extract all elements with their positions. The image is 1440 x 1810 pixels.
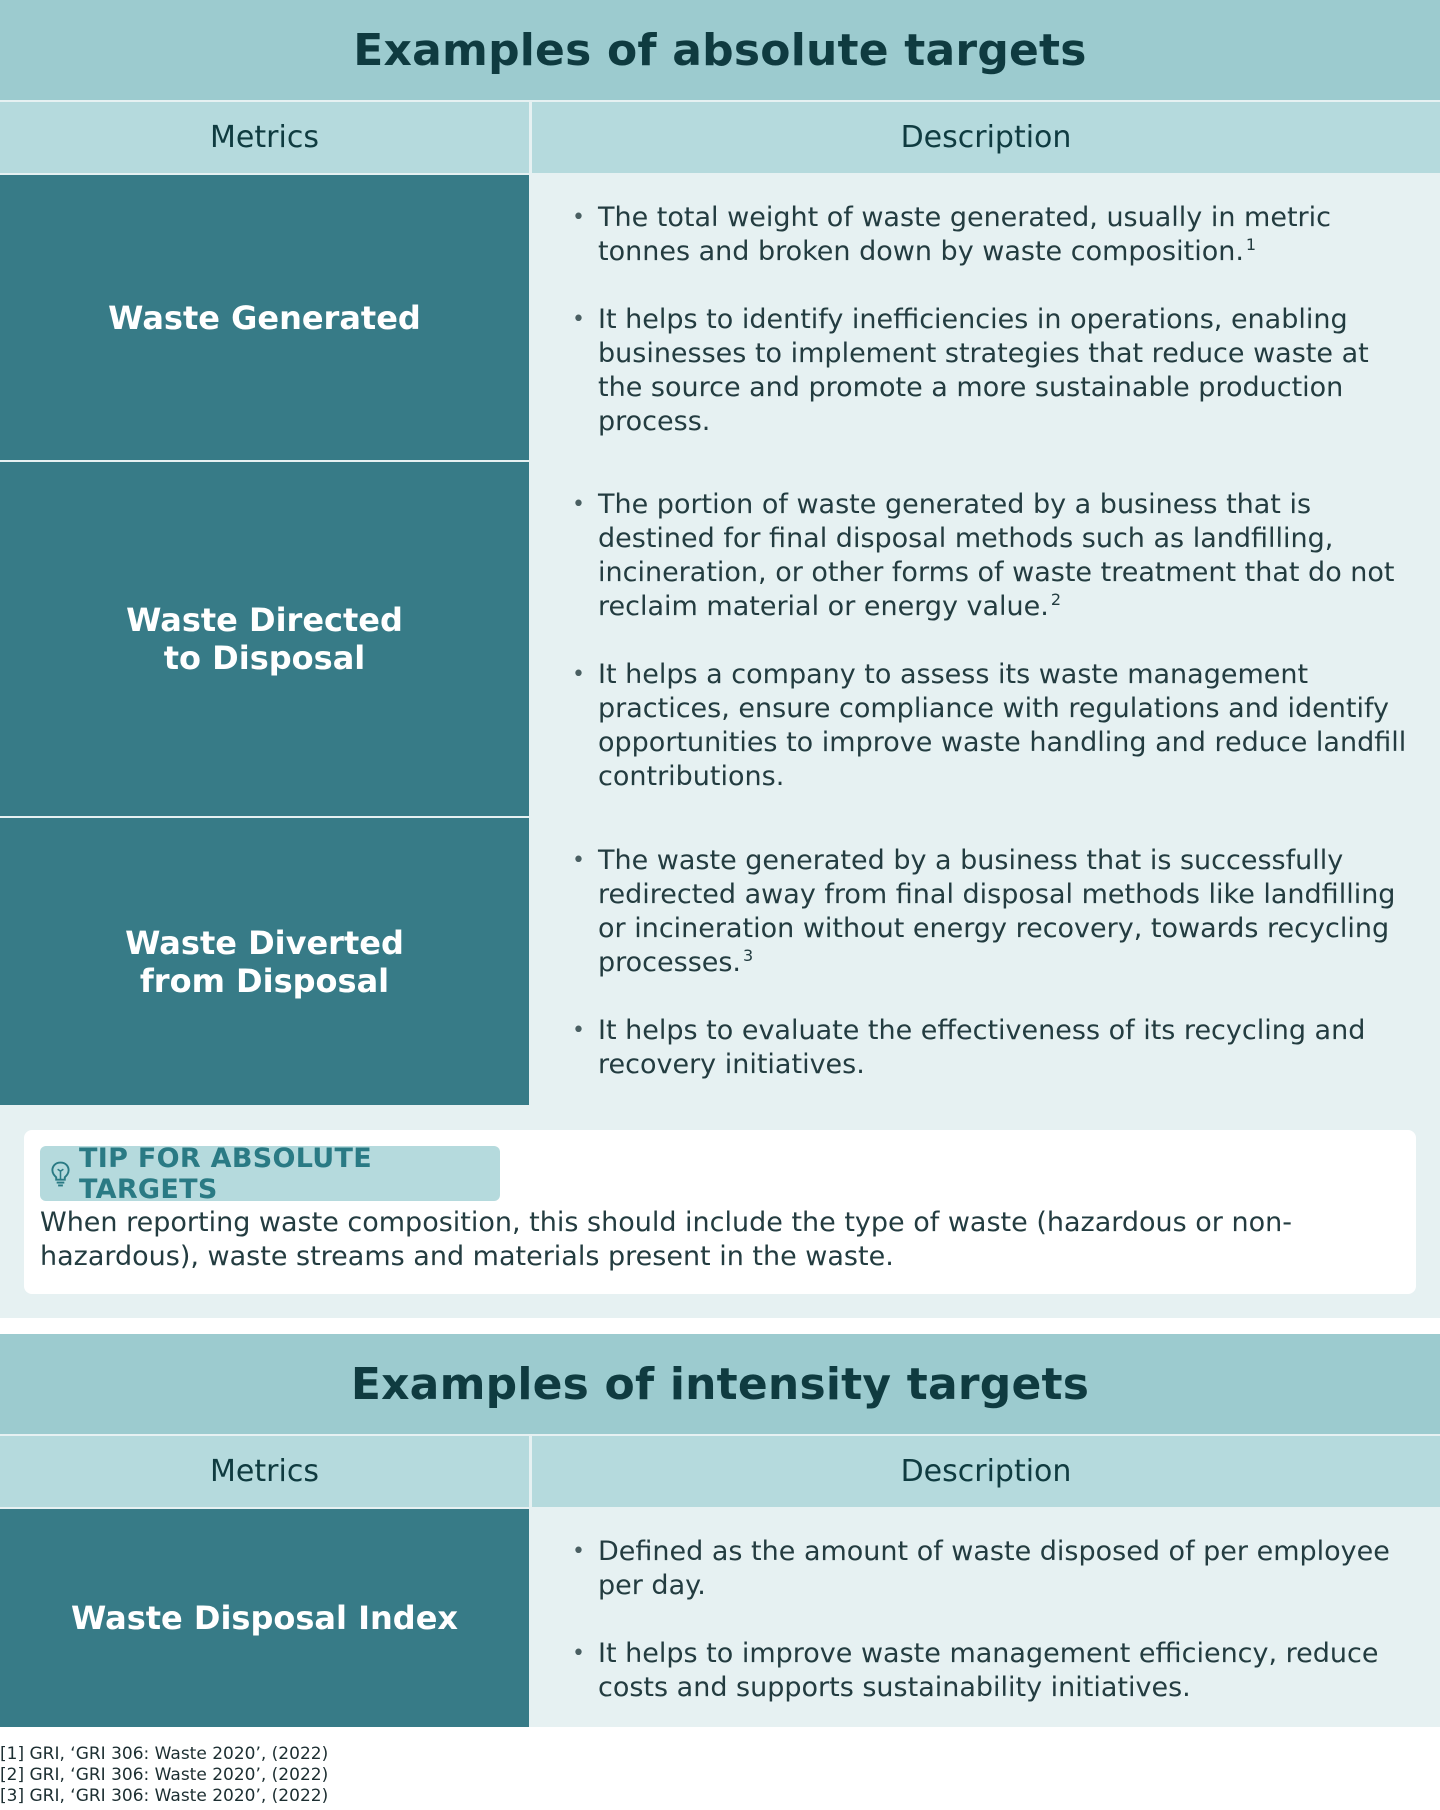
bullet-item: • The portion of waste generated by a business that is destined for final disposal methods such as landfilling, incineration, or other forms of waste treatment that do not reclaim material or energy value. $^2$ [572,488,1412,624]
table-row [0,818,1440,1105]
metric-name: Waste Generated [0,175,529,460]
bullet-item: • It helps a company to assess its waste management practices, ensure compliance with regulations and identify opportunities to improve waste handling and reduce landfill contributions. [572,658,1412,794]
table-row [0,1509,1440,1727]
bullet-item: • It helps to identify inefficiencies in operations, enabling businesses to implement strategies that reduce waste at the source and promote a more sustainable production process. [572,303,1412,439]
bullet-list [572,844,1412,1082]
description-cell [532,462,1440,816]
description-cell [532,175,1440,460]
section-title: Examples of absolute targets [0,0,1440,100]
footnote: [3] GRI, ‘GRI 306: Waste 2020’, (2022) [0,1786,329,1806]
column-header-metrics: Metrics [0,1436,529,1507]
table-row [0,175,1440,460]
bullet-item: • Defined as the amount of waste disposed of per employee per day. [572,1535,1412,1603]
lightbulb-icon [50,1160,71,1188]
description-cell [532,818,1440,1105]
footnote-ref: 3 [743,946,754,965]
bullet-item: • It helps to improve waste management efficiency, reduce costs and supports sustainability initiatives. [572,1637,1412,1705]
footnote: [1] GRI, ‘GRI 306: Waste 2020’, (2022) [0,1744,329,1764]
column-header-metrics: Metrics [0,102,529,173]
column-header-description: Description [532,102,1440,173]
tip-badge [40,1142,500,1205]
tip-box [24,1130,1416,1294]
tip-title: TIP FOR ABSOLUTE TARGETS [79,1142,372,1205]
section-title: Examples of intensity targets [0,1334,1440,1434]
footnotes [0,1744,600,1807]
tip-text: When reporting waste composition, this should include the type of waste (hazardous or non-hazardous), waste streams and materials present in the waste. [40,1207,1292,1272]
footnote-ref: 1 [1245,235,1257,254]
bullet-item: • It helps to evaluate the effectiveness of its recycling and recovery initiatives. [572,1014,1412,1082]
bullet-list [572,488,1412,794]
metric-name: Waste Directed to Disposal [0,462,529,816]
column-header-description: Description [532,1436,1440,1507]
metric-name: Waste Diverted from Disposal [0,818,529,1105]
bullet-list [572,1535,1412,1705]
footnote: [2] GRI, ‘GRI 306: Waste 2020’, (2022) [0,1765,329,1785]
intensity-targets-section [0,1334,1440,1727]
bullet-item: • The total weight of waste generated, usually in metric tonnes and broken down by waste composition. $^1$ [572,201,1412,269]
bullet-item: • The waste generated by a business that is successfully redirected away from final disposal methods like landfilling or incineration without energy recovery, towards recycling processes. $^3$ [572,844,1412,980]
metric-name: Waste Disposal Index [0,1509,529,1727]
footnote-ref: 2 [1050,590,1062,609]
bullet-list [572,201,1412,439]
table-row [0,462,1440,816]
description-cell [532,1509,1440,1727]
